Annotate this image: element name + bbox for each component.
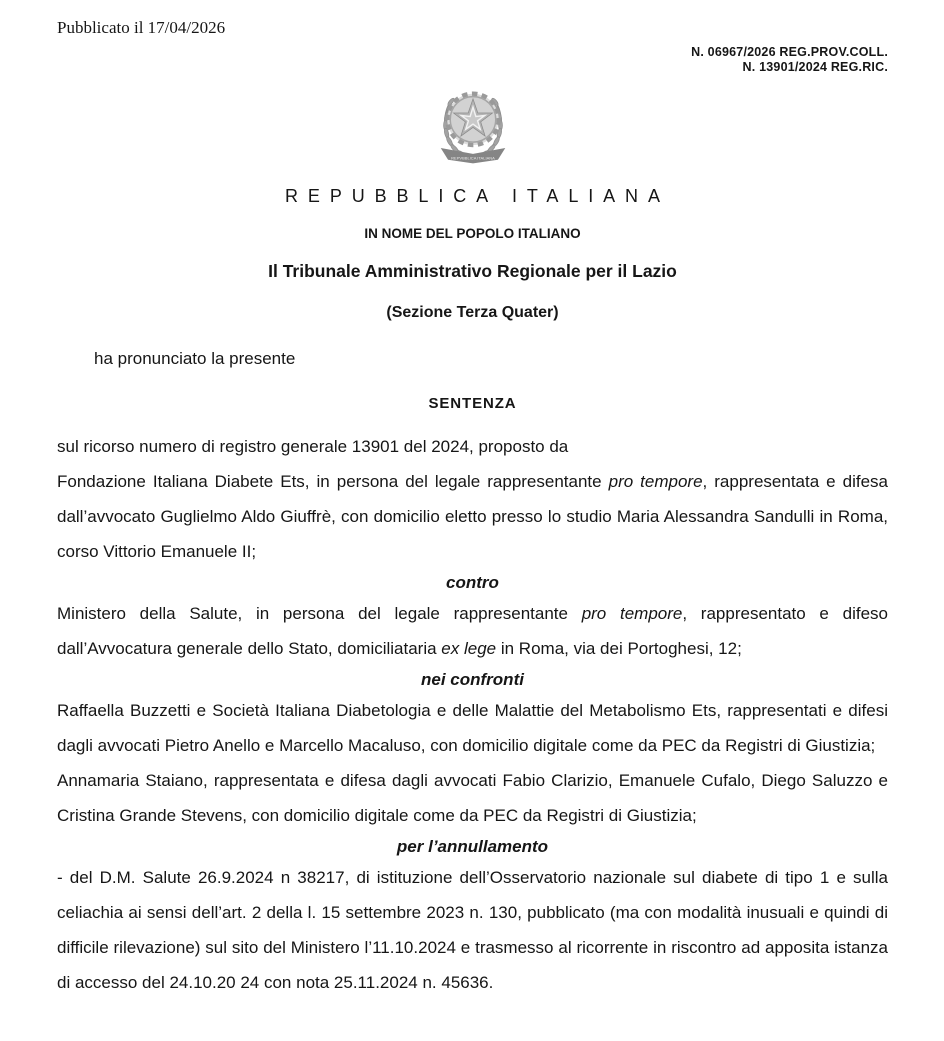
heading-sentenza: SENTENZA [428,395,517,412]
emblem-ribbon-text: REPVBBLICA ITALIANA [450,155,495,161]
object-of-annulment-paragraph: - del D.M. Salute 26.9.2024 n 38217, di istituzione dell’Osservatorio nazionale sul diabete di tipo 1 e sulla celiachia ai sensi dell’art. 2 della l. 15 settembre 2023 n. 130, pubblicato (ma con modalità inusuali e quindi di difficile rilevazione) sul sito del Ministero l’11.10.2024 e trasmesso al ricorrente in riscontro ad apposita istanza di accesso del 24.10.20 24 con nota 25.11.2024 n. 45636. [57,868,888,992]
party-controinteressata-2: Annamaria Staiano, rappresentata e difesa dagli avvocati Fabio Clarizio, Emanuele Cufalo, Diego Saluzzo e Cristina Grande Stevens, con domicilio digitale come da PEC da Registri di Giustizia; [57,771,888,825]
party-resistente [57,596,888,666]
latin-phrase-pro-tempore-2: pro tempore [581,604,683,623]
latin-phrase-ex-lege: ex lege [441,639,497,658]
publication-date: Pubblicato il 17/04/2026 [57,18,226,37]
party-controinteressata-1: Raffaella Buzzetti e Società Italiana Diabetologia e delle Malattie del Metabolismo Ets, rappresentati e difesi dagli avvocati Pietro Anello e Marcello Macaluso, con domicilio digitale come da PEC da Registri di Giustizia; [57,701,888,755]
heading-court-name: Il Tribunale Amministrativo Regionale per il Lazio [268,261,677,281]
heading-section: (Sezione Terza Quater) [386,304,559,321]
heading-in-nome-del-popolo: IN NOME DEL POPOLO ITALIANO [364,226,581,241]
reg-ric-number: N. 13901/2024 REG.RIC. [742,60,888,74]
heading-repubblica-italiana: REPUBBLICA ITALIANA [285,186,670,206]
registry-numbers [57,45,888,75]
intro-line: sul ricorso numero di registro generale 13901 del 2024, proposto da [57,437,569,456]
pronounce-line: ha pronunciato la presente [94,349,296,368]
italy-emblem-graphic [429,76,517,173]
heading-per-annullamento: per l’annullamento [396,837,549,856]
heading-nei-confronti: nei confronti [421,670,524,689]
resistente-text-pre: Ministero della Salute, in persona del legale rappresentante [57,604,582,623]
italy-emblem [57,76,888,173]
ricorrente-text-pre: Fondazione Italiana Diabete Ets, in persona del legale rappresentante [57,472,609,491]
ricorrente-text-post: , rappresentata e difesa dall’avvocato Guglielmo Aldo Giuffrè, con domicilio eletto presso lo studio Maria Alessandra Sandulli in Roma, corso Vittorio Emanuele II; [57,472,888,561]
party-ricorrente [57,464,888,569]
resistente-text-post: in Roma, via dei Portoghesi, 12; [496,639,742,658]
resistente-text-mid: , rappresentato e difeso dall’Avvocatura generale dello Stato, domiciliataria [57,604,888,658]
latin-phrase-pro-tempore: pro tempore [608,472,703,491]
heading-contro: contro [446,573,499,592]
reg-prov-coll-number: N. 06967/2026 REG.PROV.COLL. [691,45,888,59]
judgment-body [57,429,888,1000]
